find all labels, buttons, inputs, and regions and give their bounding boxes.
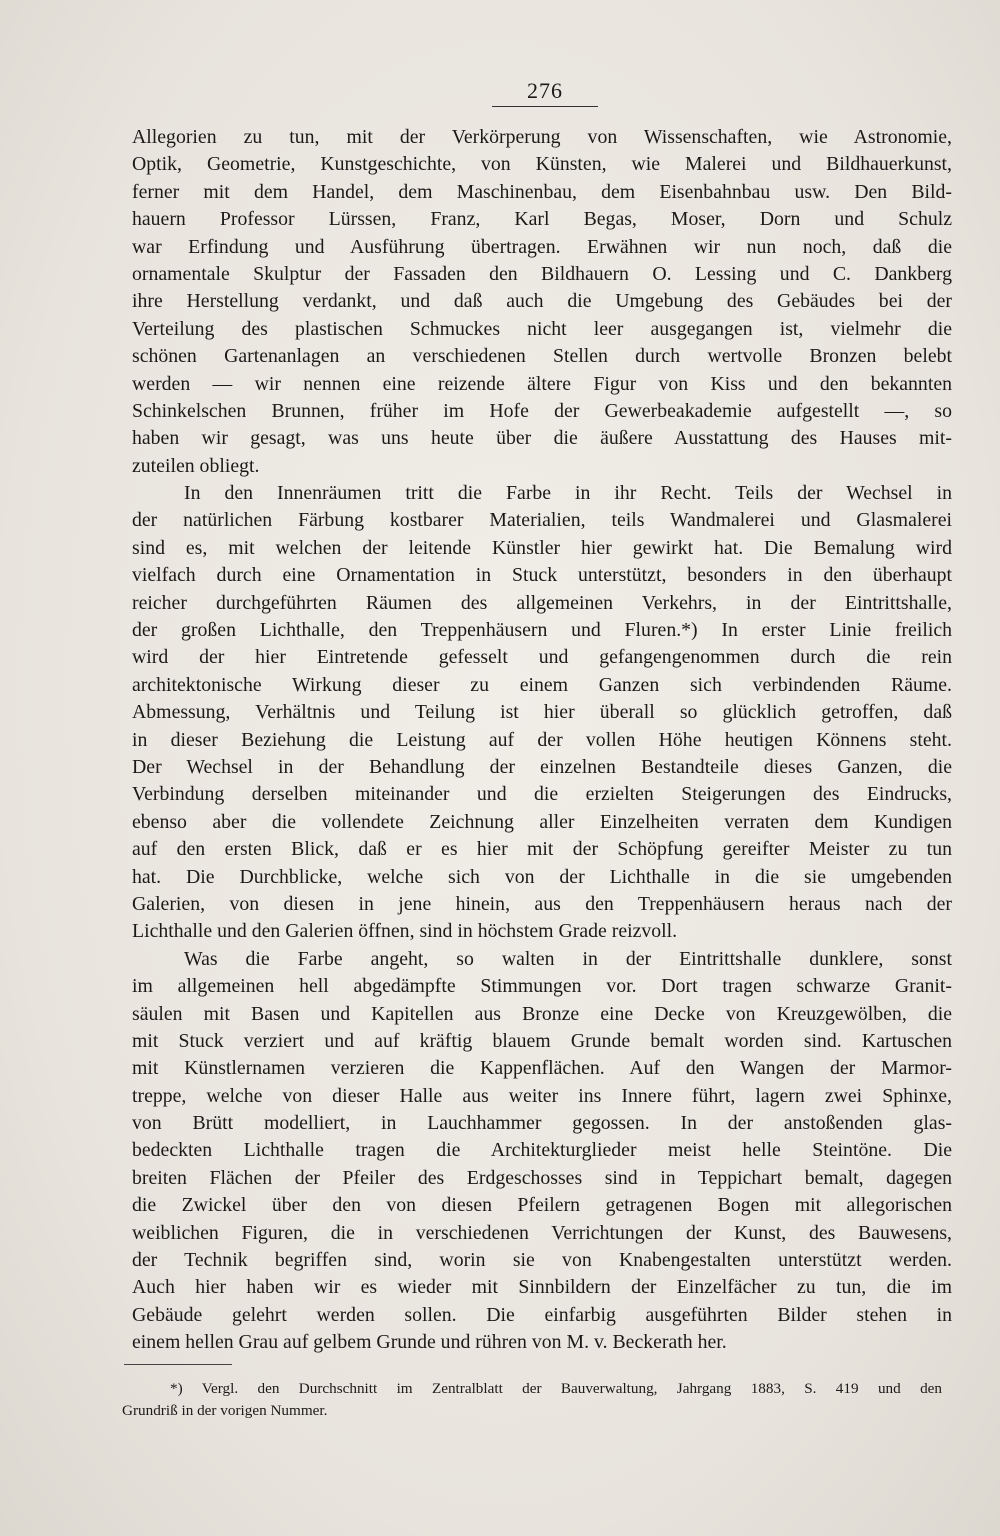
text-line: reicher durchgeführten Räumen des allgemeinen Verkehrs, in der Eintrittshalle, [132, 591, 952, 614]
text-line: Schinkelschen Brunnen, früher im Hofe der Gewerbeakademie aufgestellt —, so [132, 399, 952, 422]
text-line: der natürlichen Färbung kostbarer Materialien, teils Wandmalerei und Glasmalerei [132, 509, 952, 532]
text-line: die Zwickel über den von diesen Pfeilern getragenen Bogen mit allegorischen [132, 1194, 952, 1217]
header-rule [492, 106, 598, 107]
footnote-line: *) Vergl. den Durchschnitt im Zentralblatt der Bauverwaltung, Jahrgang 1883, S. 419 und den [170, 1380, 942, 1397]
text-line: von Brütt modelliert, in Lauchhammer gegossen. In der anstoßenden glas- [132, 1112, 952, 1135]
text-line: Auch hier haben wir es wieder mit Sinnbildern der Einzelfächer zu tun, die im [132, 1276, 952, 1299]
text-line: Abmessung, Verhältnis und Teilung ist hier überall so glücklich getroffen, daß [132, 701, 952, 724]
text-line: wird der hier Eintretende gefesselt und gefangengenommen durch die rein [132, 646, 952, 669]
text-line: im allgemeinen hell abgedämpfte Stimmungen vor. Dort tragen schwarze Granit- [132, 975, 952, 998]
text-line: haben wir gesagt, was uns heute über die äußere Ausstattung des Hauses mit- [132, 427, 952, 450]
text-line: vielfach durch eine Ornamentation in Stuck unterstützt, besonders in den überhaupt [132, 564, 952, 587]
text-line: hat. Die Durchblicke, welche sich von der Lichthalle in die sie umgebenden [132, 865, 952, 888]
text-line: weiblichen Figuren, die in verschiedenen Verrichtungen der Kunst, des Bauwesens, [132, 1221, 952, 1244]
text-line: Allegorien zu tun, mit der Verkörperung von Wissenschaften, wie Astronomie, [132, 126, 952, 148]
text-line: In den Innenräumen tritt die Farbe in ihr Recht. Teils der Wechsel in [184, 482, 952, 505]
text-line: Gebäude gelehrt werden sollen. Die einfarbig ausgeführten Bilder stehen in [132, 1303, 952, 1326]
text-line: sind es, mit welchen der leitende Künstler hier gewirkt hat. Die Bemalung wird [132, 536, 952, 559]
text-line: Optik, Geometrie, Kunstgeschichte, von Künsten, wie Malerei und Bildhauerkunst, [132, 153, 952, 176]
text-line: breiten Flächen der Pfeiler des Erdgeschosses sind in Teppichart bemalt, dagegen [132, 1166, 952, 1189]
text-line: Verbindung derselben miteinander und die erzielten Steigerungen des Eindrucks, [132, 783, 952, 806]
text-line: ferner mit dem Handel, dem Maschinenbau, dem Eisenbahnbau usw. Den Bild- [132, 180, 952, 203]
text-line: schönen Gartenanlagen an verschiedenen Stellen durch wertvolle Bronzen belebt [132, 345, 952, 368]
text-line: mit Stuck verziert und auf kräftig blauem Grunde bemalt worden sind. Kartuschen [132, 1029, 952, 1052]
text-line: Was die Farbe angeht, so walten in der Eintrittshalle dunklere, sonst [184, 947, 952, 970]
text-line: Lichthalle und den Galerien öffnen, sind in höchstem Grade reizvoll. [132, 920, 678, 943]
text-line: der großen Lichthalle, den Treppenhäusern und Fluren.*) In erster Linie freilich [132, 619, 952, 642]
footnote-rule [124, 1364, 232, 1365]
text-line: einem hellen Grau auf gelbem Grunde und rühren von M. v. Beckerath her. [132, 1331, 727, 1354]
text-line: säulen mit Basen und Kapitellen aus Bronze eine Decke von Kreuzgewölben, die [132, 1002, 952, 1025]
text-line: war Erfindung und Ausführung übertragen. Erwähnen wir nun noch, daß die [132, 235, 952, 258]
text-line: bedeckten Lichthalle tragen die Architekturglieder meist helle Steintöne. Die [132, 1139, 952, 1162]
text-line: werden — wir nennen eine reizende ältere Figur von Kiss und den bekannten [132, 372, 952, 395]
text-line: Der Wechsel in der Behandlung der einzelnen Bestandteile dieses Ganzen, die [132, 755, 952, 778]
page-number: 276 [527, 78, 563, 103]
text-line: ornamentale Skulptur der Fassaden den Bildhauern O. Lessing und C. Dankberg [132, 262, 952, 285]
text-line: architektonische Wirkung dieser zu einem Ganzen sich verbindenden Räume. [132, 673, 952, 696]
text-line: der Technik begriffen sind, worin sie von Knabengestalten unterstützt werden. [132, 1249, 952, 1272]
text-line: Verteilung des plastischen Schmuckes nicht leer ausgegangen ist, vielmehr die [132, 317, 952, 340]
text-line: in dieser Beziehung die Leistung auf der vollen Höhe heutigen Könnens steht. [132, 728, 952, 751]
text-line: Galerien, von diesen in jene hinein, aus den Treppenhäusern heraus nach der [132, 892, 952, 915]
text-line: hauern Professor Lürssen, Franz, Karl Begas, Moser, Dorn und Schulz [132, 208, 952, 231]
body-text [132, 124, 952, 1357]
text-line: auf den ersten Blick, daß er es hier mit der Schöpfung gereifter Meister zu tun [132, 838, 952, 861]
footnote-line: Grundriß in der vorigen Nummer. [122, 1402, 328, 1419]
footnote [122, 1378, 942, 1422]
text-line: mit Künstlernamen verzieren die Kappenflächen. Auf den Wangen der Marmor- [132, 1057, 952, 1080]
text-line: treppe, welche von dieser Halle aus weiter ins Innere führt, lagern zwei Sphinxe, [132, 1084, 952, 1107]
text-line: ebenso aber die vollendete Zeichnung aller Einzelheiten verraten dem Kundigen [132, 810, 952, 833]
text-line: ihre Herstellung verdankt, und daß auch die Umgebung des Gebäudes bei der [132, 290, 952, 313]
text-line: zuteilen obliegt. [132, 454, 260, 477]
